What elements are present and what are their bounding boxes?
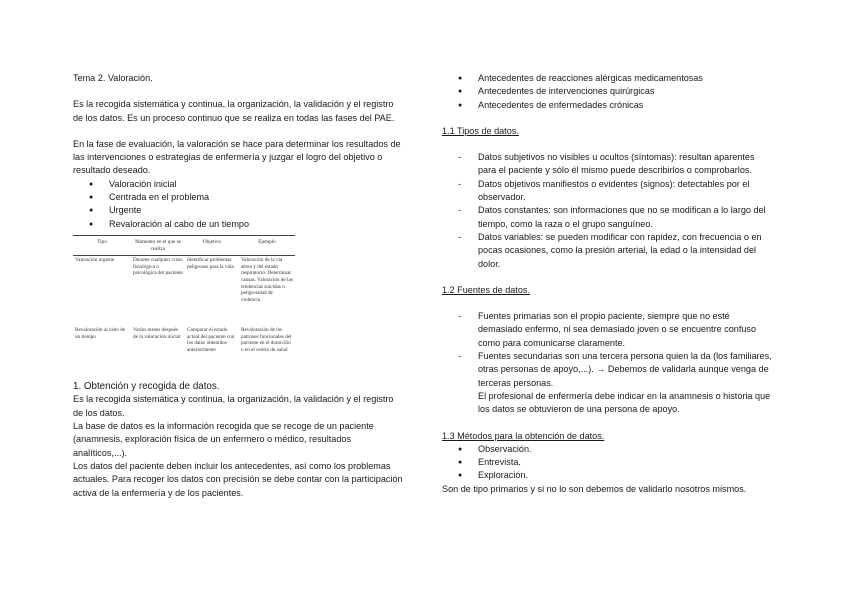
table-cell: Valoración urgente [75,257,115,264]
section-heading-tipos: 1.1 Tipos de datos. [442,125,519,136]
table-cell: Identificar problemas peligrosos para la vida [187,257,234,270]
list-item: ● Urgente [73,204,403,217]
left-column [73,72,403,500]
table-header-cell: Momento en el que se realiza [135,238,181,252]
intro-paragraph: Es la recogida sistemática y continua, la organización, la validación y el registro de los datos. Es un proceso continuo que se realiza en todas las fases del PAE. [73,99,395,123]
list-item: ● Antecedentes de reacciones alérgicas medicamentosas [442,72,772,85]
list-item: ● Revaloración al cabo de un tiempo [73,218,403,231]
list-item: ● Observación. [442,443,772,456]
list-item: - Datos objetivos manifiestos o evidentes (signos): detectables por el observador. [442,178,772,205]
list-item: - Datos variables: se pueden modificar con rapidez, con frecuencia o en pocas ocasiones, como la presión arterial, la edad o la intensidad del dolor. [442,231,772,271]
list-item: - Fuentes primarias son el propio paciente, siempre que no esté demasiado enfermo, ni sea demasiado joven o se encuentre confuso como para comunicarse claramente. [442,310,772,350]
list-item: ● Centrada en el problema [73,191,403,204]
valuation-types-list [73,178,403,231]
section-heading-fuentes: 1.2 Fuentes de datos. [442,284,530,295]
list-item: ● Valoración inicial [73,178,403,191]
table-header-cell: Tipo [97,238,107,245]
section-heading-obtencion: 1. Obtención y recogida de datos. [73,381,220,393]
obtencion-paragraph-3: Los datos del paciente deben incluir los antecedentes, así como los problemas actuales. Para recoger los datos con precisión se debe contar con la participación activa de la enfermería y de los pacientes. [73,460,403,498]
table-header-row [73,236,295,255]
list-item: - Datos subjetivos no visibles u ocultos (síntomas): resultan aparentes para el paciente y sólo él mismo puede describirlos o comprobarlos. [442,151,772,178]
table-header-cell: Ejemplo [258,238,276,245]
fuentes-note: El profesional de enfermería debe indicar en la anamnesis o historia que los datos se obtuvieron de una persona de apoyo. [478,390,771,415]
obtencion-paragraph-1: Es la recogida sistemática y continua, la organización, la validación y el registro de los datos. [73,394,394,418]
table-cell: Comparar el estado actual del paciente con los datos obtenidos anteriormente [187,327,235,353]
list-item: ● Antecedentes de intervenciones quirúrgicas [442,85,772,98]
evaluation-paragraph: En la fase de evaluación, la valoración se hace para determinar los resultados de las intervenciones o estrategias de enfermería y juzgar el logro del objetivo o resultado deseado. [73,138,401,176]
table-cell: Revaloración al cabo de un tiempo [75,327,125,340]
table-header-cell: Objetivo [202,238,222,245]
doc-title: Tema 2. Valoración. [73,73,153,83]
list-item: ● Antecedentes de enfermedades crónicas [442,99,772,112]
antecedentes-list [442,72,772,112]
section-heading-metodos: 1.3 Métodos para la obtención de datos. [442,430,605,441]
obtencion-paragraph-2: La base de datos es la información recogida que se recoge de un paciente (anamnesis, exploración física de un enfermero o médico, resultados analíticos,...). [73,421,374,458]
list-item: - Fuentes secundarias son una tercera persona quien la da (los familiares, otras personas de apoyo,...). → Debemos de validarla aunque venga de terceras personas. [442,350,772,390]
right-column [442,72,772,496]
table-row [73,326,295,372]
list-item: ● Entrevista. [442,456,772,469]
table-cell: Varios meses después de la valoración inicial [133,327,181,340]
list-item: - Datos constantes: son informaciones que no se modifican a lo largo del tiempo, como la raza o el grupo sanguíneo. [442,204,772,231]
fuentes-list [442,310,772,390]
valuation-table [73,235,295,372]
table-cell: Revaloración de los patrones funcionales del paciente en el domicilio o en el centro de salud [241,327,292,353]
table-cell: Durante cualquier crisis fisiológica o psicológica del paciente [133,257,183,277]
table-cell: Valoración de la vía aérea y del estado respiratorio. Determinar causas. Valoración de las tendencias suicidas o peligrosidad de violencia [241,257,293,303]
table-row [73,256,295,326]
list-item: ● Exploración. [442,469,772,482]
metodos-list [442,443,772,483]
tipos-list [442,151,772,271]
closing-paragraph: Son de tipo primarios y si no lo son debemos de validarlo nosotros mismos. [442,483,747,494]
